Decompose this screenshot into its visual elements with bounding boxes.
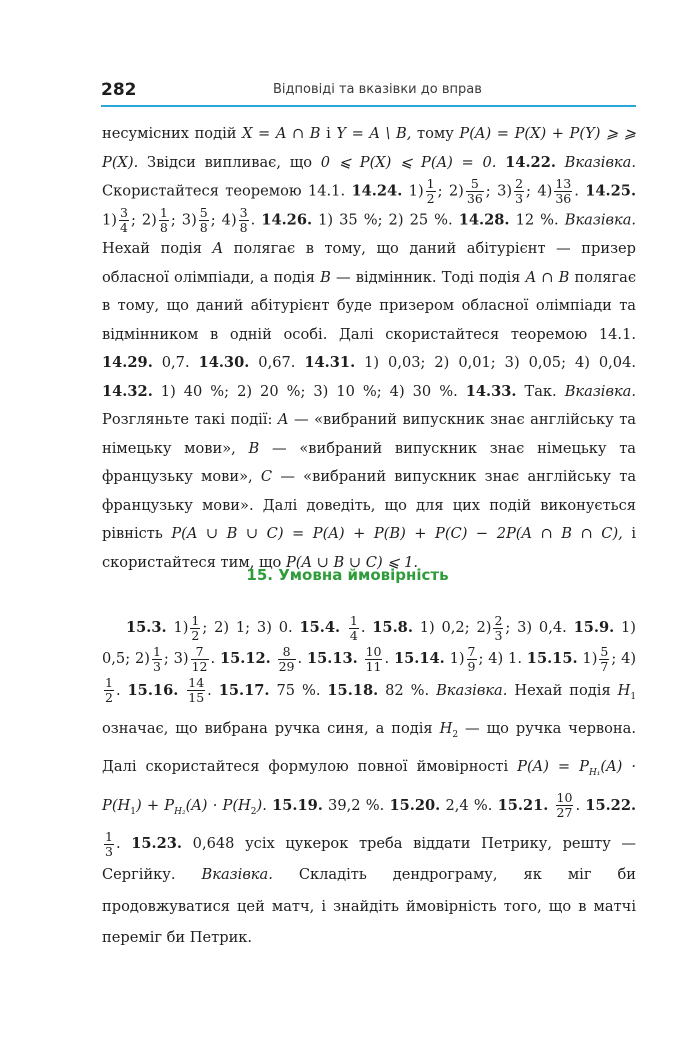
text-segment: 1) 0,2; 2) [419, 619, 492, 636]
text-segment: 1) [408, 182, 424, 200]
exercise-ref: 15.16. [127, 681, 179, 699]
text-segment: 1) [582, 650, 598, 668]
text-segment: ; 3) [163, 650, 189, 668]
exercise-ref: 15.23. [131, 835, 183, 853]
fraction-numerator: 3 [119, 205, 128, 220]
text-segment: 0,7. [161, 354, 190, 371]
fraction [278, 645, 296, 674]
fraction-numerator: 1 [105, 828, 113, 844]
fraction-numerator: 10 [365, 643, 382, 659]
hint-label: Вказівка. [564, 382, 637, 400]
text-segment: — «вибраний випускник знає німецьку та французьку мови», [102, 439, 636, 485]
text-segment: . [115, 835, 121, 853]
text-segment: і скористайтеся тим, що [102, 525, 637, 571]
fraction [104, 676, 114, 705]
fraction-denominator: 8 [239, 220, 248, 235]
math-expression: P(A ∪ B ∪ C) = P(A) + P(B) + P(C) − 2P(A ∩ B ∩ C), [171, 525, 623, 542]
text-segment: Розгляньте такі події: [102, 411, 273, 428]
text-segment: . [250, 211, 256, 229]
math-expression: C [260, 468, 273, 485]
fraction [191, 645, 209, 674]
text-segment: Складіть дендрограму, як міг би продовжуватися цей матч, і знайдіть ймовірність того, що в матчі переміг би Петрик. [102, 866, 637, 947]
fraction-denominator: 27 [556, 805, 573, 821]
text-segment: 1) 35 %; 2) 25 %. [318, 211, 453, 229]
exercise-ref: 15.3. [126, 619, 167, 636]
math-expression: H [617, 681, 631, 699]
text-segment: . [360, 619, 366, 636]
exercise-ref: 14.32. [102, 382, 153, 400]
text-segment: 82 %. [385, 681, 430, 699]
text-segment: ; 4) [526, 182, 553, 200]
fraction-denominator: 7 [600, 658, 609, 674]
text-segment: 75 %. [276, 681, 321, 699]
exercise-ref: 14.24. [351, 182, 403, 200]
fraction-denominator: 36 [555, 191, 572, 206]
text-segment: полягає в тому, що даний абітурієнт буде призером обласної олімпіади та відмінником в одній особі. Далі скористайтеся теоремою 14.1. [102, 268, 637, 343]
exercise-ref: 15.4. [299, 619, 341, 636]
text-segment: Так. [524, 382, 557, 400]
text-segment: 12 %. [515, 211, 559, 229]
fraction-denominator: 2 [105, 690, 113, 706]
text-segment: Нехай подія [514, 681, 611, 699]
text-segment: . [207, 681, 212, 699]
fraction-denominator: 29 [278, 658, 295, 674]
math-expression: ). [256, 796, 267, 814]
exercise-ref: 15.8. [372, 619, 413, 636]
exercise-ref: 15.12. [219, 650, 271, 668]
text-segment: . [210, 650, 216, 668]
fraction-numerator: 7 [467, 643, 476, 659]
section-title: 15. Умовна ймовірність [246, 566, 449, 584]
fraction-denominator: 36 [466, 191, 483, 206]
fraction [104, 830, 114, 859]
fraction-numerator: 5 [199, 205, 208, 220]
math-expression: A ∩ B [525, 268, 570, 286]
fraction-denominator: 8 [199, 220, 208, 235]
exercise-ref: 15.18. [327, 681, 379, 699]
text-segment: Скористайтеся теоремою 14.1. [102, 182, 346, 200]
fraction-denominator: 4 [349, 627, 358, 643]
text-segment: — що ручка червона. Далі скористайтеся формулою повної ймовірності [102, 720, 636, 776]
fraction [239, 206, 249, 235]
fraction-numerator: 7 [191, 645, 209, 660]
math-subscript: 1 [130, 806, 136, 817]
fraction-denominator: 3 [494, 627, 503, 643]
text-segment: 0,648 усіх цукерок треба віддати Петрику, решту — Сергійку. [102, 835, 637, 884]
fraction-numerator: 1 [349, 612, 358, 628]
text-segment: ; 3) [170, 211, 197, 229]
fraction [349, 614, 359, 643]
fraction-numerator: 2 [515, 176, 524, 191]
header-rule [101, 105, 636, 107]
fraction-denominator: 12 [191, 658, 208, 674]
fraction-numerator: 10 [556, 790, 573, 806]
fraction [554, 177, 572, 206]
math-expression: B [320, 268, 331, 286]
math-expression: H [439, 720, 453, 738]
text-segment: 1) 40 %; 2) 20 %; 3) 10 %; 4) 30 %. [160, 382, 458, 400]
exercise-ref: 14.25. [585, 182, 637, 200]
page-number: 282 [101, 80, 137, 100]
text-segment: Нехай подія [102, 240, 202, 257]
text-segment: . [384, 650, 390, 668]
exercise-ref: 15.13. [306, 650, 358, 668]
fraction [199, 206, 209, 235]
fraction-denominator: 8 [159, 220, 168, 235]
hint-label: Вказівка. [564, 153, 636, 171]
fraction-numerator: 2 [494, 612, 503, 628]
exercise-ref: 15.9. [573, 619, 615, 636]
fraction-denominator: 2 [191, 627, 200, 643]
exercise-ref: 14.26. [261, 211, 313, 229]
fraction [556, 791, 574, 820]
text-segment: . [115, 681, 121, 699]
math-expression: ) + P [135, 796, 175, 814]
math-expression: P(A) = P(X) + P(Y) ⩾ ⩾ P(X). [102, 125, 637, 171]
text-segment: ; 4) [210, 211, 237, 229]
fraction [426, 177, 436, 206]
text-segment: 1) 0,5; 2) [102, 619, 636, 668]
hint-label: Вказівка. [201, 866, 273, 884]
exercise-ref: 15.17. [218, 681, 270, 699]
fraction [493, 614, 503, 643]
text-segment: . [574, 182, 579, 200]
math-subscript: H₁ [588, 768, 601, 779]
exercise-ref: 14.33. [465, 382, 517, 400]
math-expression: P(A) = P [517, 758, 589, 776]
text-segment: Звідси випливає, що [146, 153, 313, 171]
fraction-numerator: 5 [466, 177, 484, 192]
fraction-numerator: 1 [105, 675, 113, 691]
answers-paragraph-14 [102, 120, 636, 577]
text-segment: 1) [102, 211, 117, 229]
exercise-ref: 15.19. [272, 796, 323, 814]
exercise-ref: 14.29. [102, 354, 153, 371]
exercise-ref: 15.20. [389, 796, 441, 814]
fraction [599, 645, 609, 674]
text-segment: полягає в тому, що даний абітурієнт — призер обласної олімпіади, а подія [102, 240, 637, 286]
fraction [190, 614, 200, 643]
text-segment: . [297, 650, 303, 668]
text-segment: ; 4) [611, 650, 637, 668]
page-header [101, 80, 636, 106]
text-segment: — «вибраний випускник знає англійську та німецьку мови», [102, 411, 637, 457]
text-segment: ; 2) [130, 211, 157, 229]
hint-label: Вказівка. [564, 211, 637, 229]
fraction-denominator: 2 [426, 191, 435, 206]
fraction-denominator: 3 [105, 843, 113, 859]
fraction-numerator: 1 [191, 612, 200, 628]
text-segment: 1) [173, 619, 189, 636]
math-expression: B [248, 439, 260, 457]
fraction-denominator: 4 [119, 220, 128, 235]
fraction-denominator: 3 [515, 191, 524, 206]
fraction [159, 206, 169, 235]
fraction [119, 206, 129, 235]
text-segment: 2,4 %. [445, 796, 493, 814]
math-subscript: H₂ [174, 806, 186, 817]
math-expression: (A) · P(H [185, 796, 251, 814]
text-segment: 39,2 %. [328, 796, 385, 814]
fraction-denominator: 15 [188, 690, 205, 706]
fraction [365, 645, 383, 674]
exercise-ref: 14.22. [505, 153, 556, 171]
fraction [467, 645, 477, 674]
text-segment: ; 4) 1. [478, 650, 522, 668]
fraction-numerator: 14 [188, 675, 205, 691]
math-subscript: 2 [250, 806, 257, 817]
answers-paragraph-15 [102, 612, 636, 954]
fraction-numerator: 1 [426, 176, 435, 191]
text-segment: — відмінник. Тоді подія [335, 268, 521, 286]
text-segment: 0,67. [258, 354, 296, 371]
fraction-numerator: 13 [555, 176, 572, 191]
text-segment: — «вибраний випускник знає англійську та французьку мови». Далі доведіть, що для цих подій виконується рівність [102, 468, 637, 542]
fraction-denominator: 9 [467, 658, 476, 674]
fraction [466, 177, 484, 206]
text-segment: ; 3) 0,4. [505, 619, 567, 636]
text-segment: тому [417, 125, 454, 142]
exercise-ref: 14.30. [198, 354, 250, 371]
text-segment: 1) [449, 650, 465, 668]
exercise-ref: 15.21. [497, 796, 549, 814]
text-segment: 1) 0,03; 2) 0,01; 3) 0,05; 4) 0,04. [364, 354, 637, 371]
text-segment: ; 2) [437, 182, 464, 200]
fraction-denominator: 11 [365, 658, 382, 674]
exercise-ref: 15.15. [526, 650, 578, 668]
running-title: Відповіді та вказівки до вправ [273, 82, 482, 97]
fraction [514, 177, 524, 206]
fraction [152, 645, 162, 674]
math-expression: X = A ∩ B [242, 125, 321, 142]
text-segment: і [326, 125, 331, 142]
exercise-ref: 14.31. [304, 354, 356, 371]
math-expression: Y = A \ B, [336, 125, 412, 142]
exercise-ref: 15.14. [393, 650, 445, 668]
math-expression: P(A ∪ B ∪ C) ⩽ 1. [285, 553, 419, 571]
math-subscript: 2 [452, 730, 459, 741]
exercise-ref: 14.28. [458, 211, 510, 229]
math-subscript: 1 [630, 691, 637, 702]
fraction-numerator: 8 [278, 645, 296, 660]
fraction [187, 676, 205, 705]
text-segment: несумісних подій [102, 125, 237, 142]
fraction-denominator: 3 [152, 658, 161, 674]
fraction-numerator: 1 [159, 205, 168, 220]
math-expression: (A) · P(H [102, 758, 636, 814]
fraction-numerator: 5 [600, 643, 609, 659]
text-segment: ; 2) 1; 3) 0. [202, 619, 293, 636]
fraction-numerator: 3 [239, 205, 248, 220]
text-segment: ; 3) [485, 182, 513, 200]
math-expression: 0 ⩽ P(X) ⩽ P(A) = 0. [320, 153, 497, 171]
math-expression: A [212, 240, 224, 257]
fraction-numerator: 1 [152, 643, 161, 659]
exercise-ref: 15.22. [585, 796, 637, 814]
text-segment: означає, що вибрана ручка синя, а подія [102, 720, 433, 738]
math-expression: A [277, 411, 289, 428]
hint-label: Вказівка. [436, 681, 508, 699]
text-segment: . [575, 796, 581, 814]
